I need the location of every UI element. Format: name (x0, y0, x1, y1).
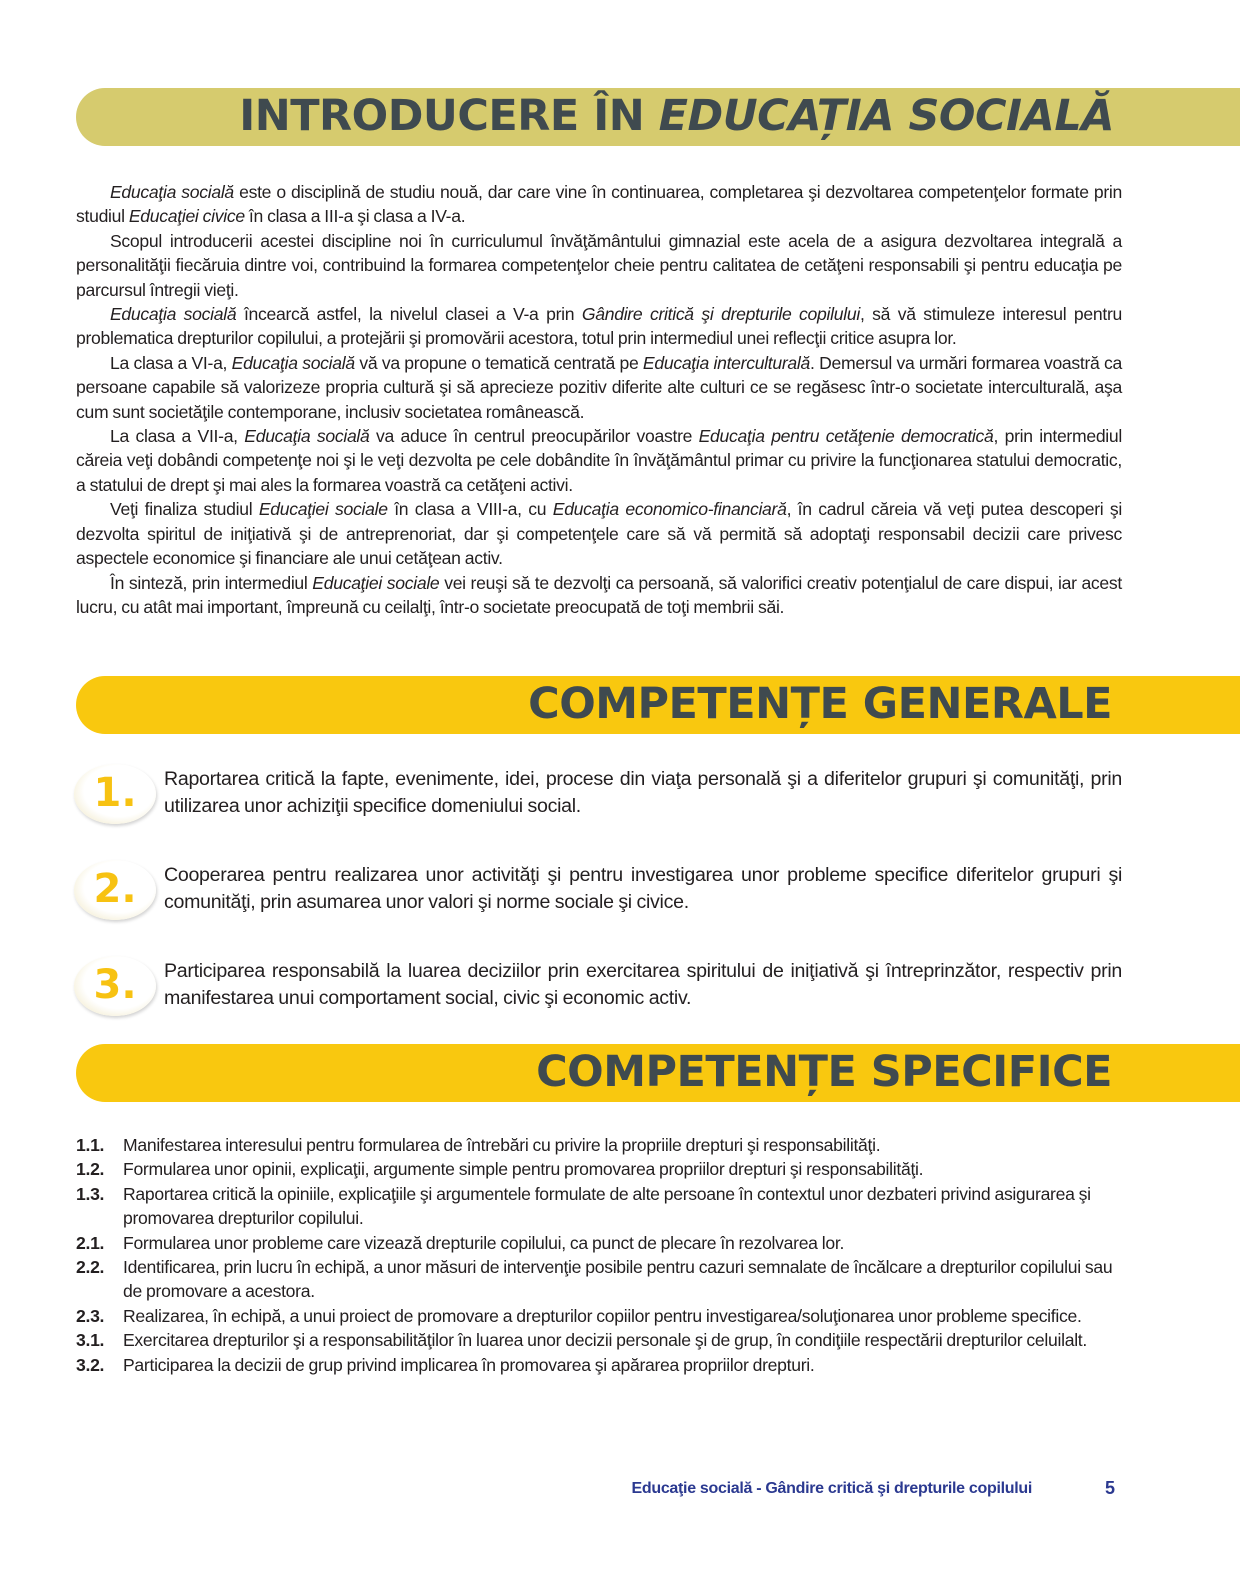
italic-term: Gândire critică şi drepturile copilului (581, 304, 860, 325)
general-competence-item (74, 766, 1122, 830)
specific-competence-number: 3.2. (76, 1354, 105, 1375)
text-segment: Scopul introducerii acestei discipline noi în curriculumul învăţământului gimnazial este acela de a asigura dezvoltarea integrală a personalităţii fiecăruia dintre voi, contribuind la formarea competenţelor cheie pentru calitatea de cetăţeni responsabili şi pentru educaţia pe parcursul întregii vieţi. (76, 230, 1122, 300)
intro-paragraph (76, 302, 1122, 351)
number-badge: 2. (74, 860, 156, 920)
general-competence-text: Raportarea critică la fapte, evenimente, idei, procese din viaţa personală şi a diferitelor grupuri şi comunităţi, prin utilizarea unor achiziţii specifice domeniului social. (164, 768, 1122, 817)
text-segment: în clasa a III-a şi clasa a IV-a. (244, 206, 466, 227)
general-competence-text: Participarea responsabilă la luarea deciziilor prin exercitarea spiritului de iniţiativă şi întreprinzător, respectiv prin manifestarea unui comportament social, civic şi economic activ. (164, 960, 1122, 1009)
text-segment: vă va propune o tematică centrată pe (354, 352, 643, 373)
specific-competence-item (76, 1157, 1122, 1181)
text-segment: . Demersul va urmări formarea voastră ca persoane capabile să valorizeze propria cultură şi să aprecieze pozitiv diferite alte culturi ce se regăsesc într-o societate interculturală, aşa cum sunt societăţile contemporane, inclusiv societatea românească. (76, 352, 1123, 422)
specific-competence-number: 2.1. (76, 1232, 105, 1253)
text-segment: va aduce în centrul preocupărilor voastre (369, 426, 699, 447)
number-badge: 1. (74, 764, 156, 824)
specific-competences-list (76, 1133, 1122, 1377)
number-badge: 3. (74, 956, 156, 1016)
specific-competence-item (76, 1182, 1122, 1231)
intro-text (76, 180, 1122, 619)
italic-term: Educaţia socială (110, 182, 234, 202)
specific-competence-number: 1.1. (76, 1135, 105, 1155)
specific-competence-item (76, 1255, 1122, 1304)
italic-term: Educaţia pentru cetăţenie democratică (698, 426, 994, 447)
intro-banner (76, 88, 1240, 146)
italic-term: Educaţia socială (231, 352, 355, 373)
specific-competence-text: Identificarea, prin lucru în echipă, a unor măsuri de intervenţie posibile pentru cazuri semnalate de încălcare a drepturilor copilului sau de promovare a acestora. (123, 1257, 1113, 1302)
specific-competence-text: Formularea unor opinii, explicaţii, argumente simple pentru promovarea propriilor drepturi şi responsabilităţi. (123, 1159, 924, 1180)
specific-competence-text: Manifestarea interesului pentru formularea de întrebări cu privire la propriile drepturi şi responsabilităţi. (123, 1135, 881, 1155)
italic-term: Educaţia socială (244, 426, 370, 447)
italic-term: Educaţia economico-financiară (552, 499, 787, 520)
specific-competence-number: 1.3. (76, 1183, 105, 1204)
text-segment: Veţi finaliza studiul (110, 499, 259, 520)
intro-title-part-a: INTRODUCERE ÎN (239, 91, 659, 141)
general-competences-banner (76, 676, 1240, 734)
specific-competence-item (76, 1133, 1122, 1157)
specific-competence-text: Participarea la decizii de grup privind implicarea în promovarea şi apărarea propriilor drepturi. (123, 1354, 815, 1375)
specific-competence-number: 1.2. (76, 1159, 105, 1180)
italic-term: Educaţiei sociale (312, 572, 440, 593)
intro-paragraph (76, 180, 1122, 229)
general-competence-item (74, 958, 1122, 1022)
italic-term: Educaţia socială (110, 304, 237, 325)
specific-competence-number: 2.2. (76, 1257, 105, 1278)
general-competence-item (74, 862, 1122, 926)
intro-title (239, 91, 1114, 141)
text-segment: vei reuşi să te dezvolţi ca persoană, să valorifici creativ potenţialul de care dispui, iar acest lucru, cu atât mai important, împreună cu ceilalţi, într-o societate preocupată de toţi membrii săi. (76, 572, 1122, 617)
general-competence-text: Cooperarea pentru realizarea unor activităţi şi pentru investigarea unor probleme specifice diferitelor grupuri şi comunităţi, prin asumarea unor valori şi norme sociale şi civice. (164, 864, 1122, 913)
specific-competence-number: 2.3. (76, 1305, 105, 1326)
specific-competence-text: Raportarea critică la opiniile, explicaţiile şi argumentele formulate de alte persoane în contextul unor dezbateri privind asigurarea şi promovarea drepturilor copilului. (123, 1183, 1091, 1229)
text-segment: , să vă stimuleze interesul pentru problematica drepturilor copilului, a protejării şi promovării acestora, totul prin intermediul unei reflecţii critice asupra lor. (76, 304, 1122, 349)
intro-paragraph (76, 497, 1122, 570)
specific-competences-title: COMPETENȚE SPECIFICE (536, 1047, 1112, 1097)
specific-competence-text: Realizarea, în echipă, a unui proiect de promovare a drepturilor copiilor pentru investigarea/soluţionarea unor probleme specifice. (123, 1305, 1082, 1326)
specific-competence-item (76, 1231, 1122, 1255)
text-segment: La clasa a VI-a, (110, 352, 232, 373)
general-competences-title: COMPETENȚE GENERALE (528, 679, 1112, 729)
italic-term: Educaţiei civice (128, 206, 245, 227)
text-segment: în clasa a VIII-a, cu (387, 499, 553, 520)
specific-competences-banner (76, 1044, 1240, 1102)
specific-competence-item (76, 1304, 1122, 1328)
page-number: 5 (1104, 1478, 1115, 1498)
italic-term: Educaţiei sociale (258, 499, 388, 520)
italic-term: Educaţia interculturală (642, 352, 811, 373)
text-segment: În sinteză, prin intermediul (110, 572, 313, 593)
footer-title: Educaţie socială - Gândire critică şi drepturile copilului (631, 1480, 1032, 1497)
intro-paragraph (76, 351, 1122, 424)
specific-competence-text: Exercitarea drepturilor şi a responsabilităţilor în luarea unor decizii personale şi de grup, în condiţiile respectării drepturilor celuilalt. (123, 1330, 1087, 1351)
text-segment: , în cadrul căreia vă veţi putea descoperi şi dezvolta spiritul de iniţiativă şi de antreprenoriat, dar şi competenţele care să vă permită să adoptaţi responsabil decizii care privesc aspectele economice şi financiare ale unui cetăţean activ. (76, 499, 1122, 569)
text-segment: este o disciplină de studiu nouă, dar care vine în continuarea, completarea şi dezvoltarea competenţelor formate prin studiul (76, 182, 1122, 227)
specific-competence-item (76, 1328, 1122, 1352)
specific-competence-item (76, 1353, 1122, 1377)
intro-title-part-b: EDUCAȚIA SOCIALĂ (658, 91, 1114, 141)
text-segment: încearcă astfel, la nivelul clasei a V-a prin (236, 304, 582, 325)
intro-paragraph (76, 424, 1122, 497)
specific-competence-text: Formularea unor probleme care vizează drepturile copilului, ca punct de plecare în rezolvarea lor. (123, 1232, 845, 1253)
intro-paragraph (76, 571, 1122, 620)
text-segment: , prin intermediul căreia veţi dobândi competenţe noi şi le veţi dezvolta pe cele dobândite în învăţământul primar cu privire la funcţionarea statului democratic, a statului de drept şi mai ales la formarea voastră ca cetăţeni activi. (76, 426, 1123, 495)
text-segment: La clasa a VII-a, (110, 426, 245, 447)
intro-paragraph (76, 229, 1122, 302)
specific-competence-number: 3.1. (76, 1330, 105, 1351)
